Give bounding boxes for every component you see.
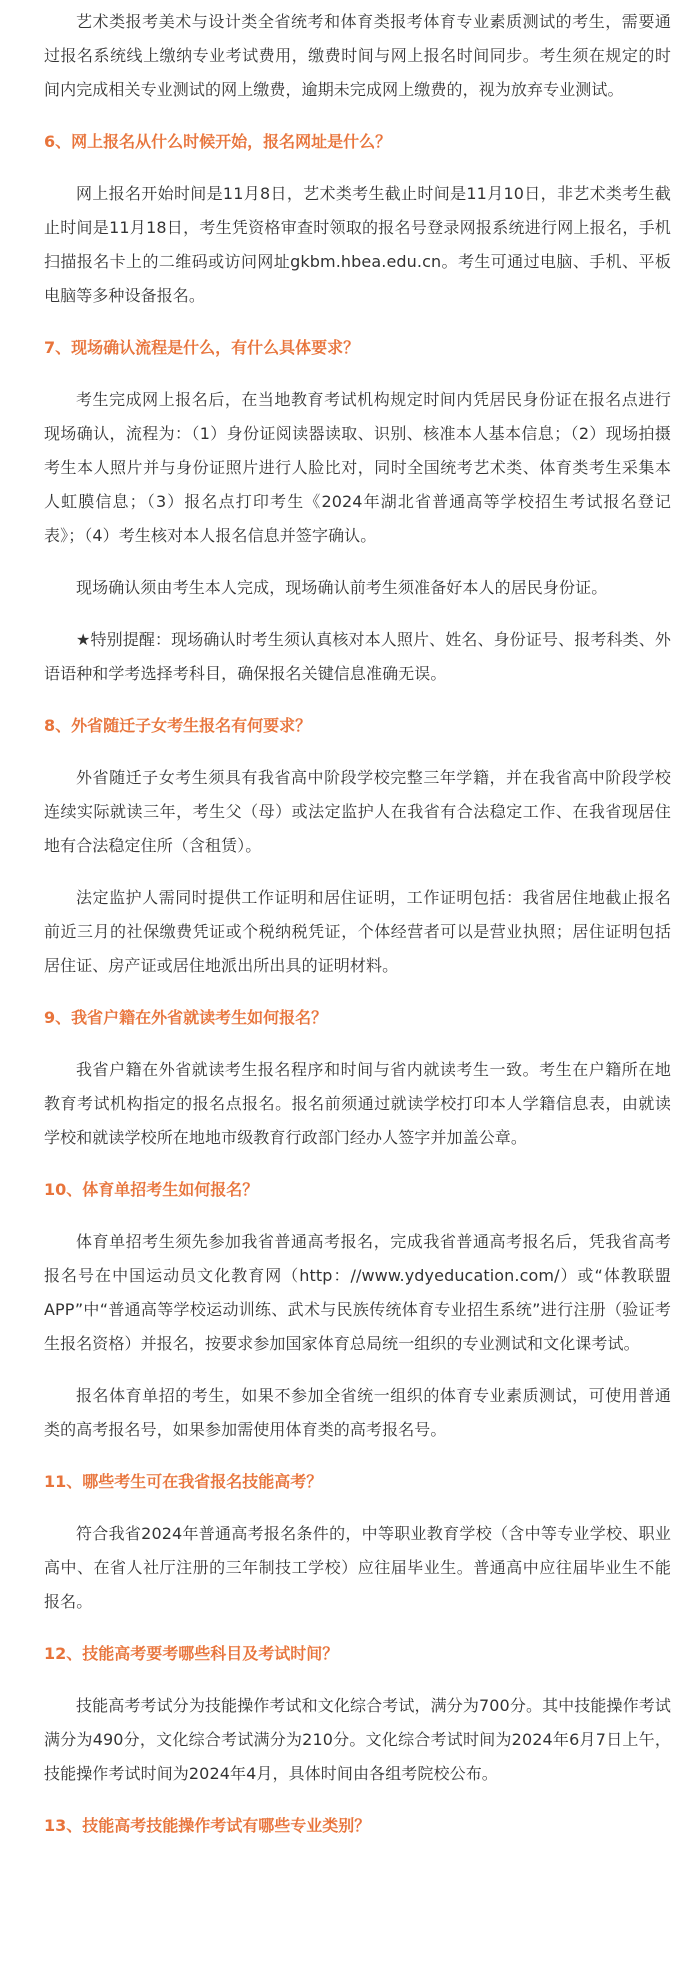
section-10-paragraph-2: 报名体育单招的考生，如果不参加全省统一组织的体育专业素质测试，可使用普通类的高考报名号，如果参加需使用体育类的高考报名号。	[44, 1386, 671, 1439]
section-heading-6: 6、网上报名从什么时候开始，报名网址是什么？	[44, 132, 392, 151]
section-12-paragraph: 技能高考考试分为技能操作考试和文化综合考试，满分为700分。其中技能操作考试满分为490分，文化综合考试满分为210分。文化综合考试时间为2024年6月7日上午，技能操作考试时间为2024年4月，具体时间由各组考院校公布。	[44, 1696, 671, 1783]
section-10-paragraph-1: 体育单招考生须先参加我省普通高考报名，完成我省普通高考报名后，凭我省高考报名号在中国运动员文化教育网（http：//www.ydyeducation.com/）或“体教联盟APP”中“普通高等学校运动训练、武术与民族传统体育专业招生系统”进行注册（验证考生报名资格）并报名，按要求参加国家体育总局统一组织的专业测试和文化课考试。	[44, 1232, 671, 1353]
section-6-paragraph: 网上报名开始时间是11月8日，艺术类考生截止时间是11月10日，非艺术类考生截止时间是11月18日，考生凭资格审查时领取的报名号登录网报系统进行网上报名，手机扫描报名卡上的二维码或访问网址gkbm.hbea.edu.cn。考生可通过电脑、手机、平板电脑等多种设备报名。	[44, 184, 671, 305]
article-body	[0, 5, 699, 1843]
special-reminder-paragraph: ★特别提醒：现场确认时考生须认真核对本人照片、姓名、身份证号、报考科类、外语语种和学考选择考科目，确保报名关键信息准确无误。	[44, 630, 671, 683]
section-8-paragraph-1: 外省随迁子女考生须具有我省高中阶段学校完整三年学籍，并在我省高中阶段学校连续实际就读三年，考生父（母）或法定监护人在我省有合法稳定工作、在我省现居住地有合法稳定住所（含租赁）。	[44, 768, 671, 855]
section-heading-8: 8、外省随迁子女考生报名有何要求？	[44, 716, 312, 735]
intro-paragraph: 艺术类报考美术与设计类全省统考和体育类报考体育专业素质测试的考生，需要通过报名系统线上缴纳专业考试费用，缴费时间与网上报名时间同步。考生须在规定的时间内完成相关专业测试的网上缴费，逾期未完成网上缴费的，视为放弃专业测试。	[44, 12, 671, 99]
section-9-paragraph: 我省户籍在外省就读考生报名程序和时间与省内就读考生一致。考生在户籍所在地教育考试机构指定的报名点报名。报名前须通过就读学校打印本人学籍信息表，由就读学校和就读学校所在地地市级教育行政部门经办人签字并加盖公章。	[44, 1060, 671, 1147]
section-8-paragraph-2: 法定监护人需同时提供工作证明和居住证明，工作证明包括：我省居住地截止报名前近三月的社保缴费凭证或个税纳税凭证，个体经营者可以是营业执照；居住证明包括居住证、房产证或居住地派出所出具的证明材料。	[44, 888, 671, 975]
section-heading-7: 7、现场确认流程是什么，有什么具体要求？	[44, 338, 360, 357]
section-7-paragraph-1: 考生完成网上报名后，在当地教育考试机构规定时间内凭居民身份证在报名点进行现场确认，流程为：（1）身份证阅读器读取、识别、核准本人基本信息；（2）现场拍摄考生本人照片并与身份证照片进行人脸比对，同时全国统考艺术类、体育类考生采集本人虹膜信息；（3）报名点打印考生《2024年湖北省普通高等学校招生考试报名登记表》；（4）考生核对本人报名信息并签字确认。	[44, 390, 671, 545]
section-heading-11: 11、哪些考生可在我省报名技能高考？	[44, 1472, 323, 1491]
section-heading-9: 9、我省户籍在外省就读考生如何报名？	[44, 1008, 328, 1027]
section-heading-12: 12、技能高考要考哪些科目及考试时间？	[44, 1644, 339, 1663]
section-heading-13: 13、技能高考技能操作考试有哪些专业类别？	[44, 1816, 371, 1835]
section-heading-10: 10、体育单招考生如何报名？	[44, 1180, 259, 1199]
section-7-paragraph-2: 现场确认须由考生本人完成，现场确认前考生须准备好本人的居民身份证。	[76, 578, 608, 597]
section-11-paragraph: 符合我省2024年普通高考报名条件的，中等职业教育学校（含中等专业学校、职业高中、在省人社厅注册的三年制技工学校）应往届毕业生。普通高中应往届毕业生不能报名。	[44, 1524, 671, 1611]
